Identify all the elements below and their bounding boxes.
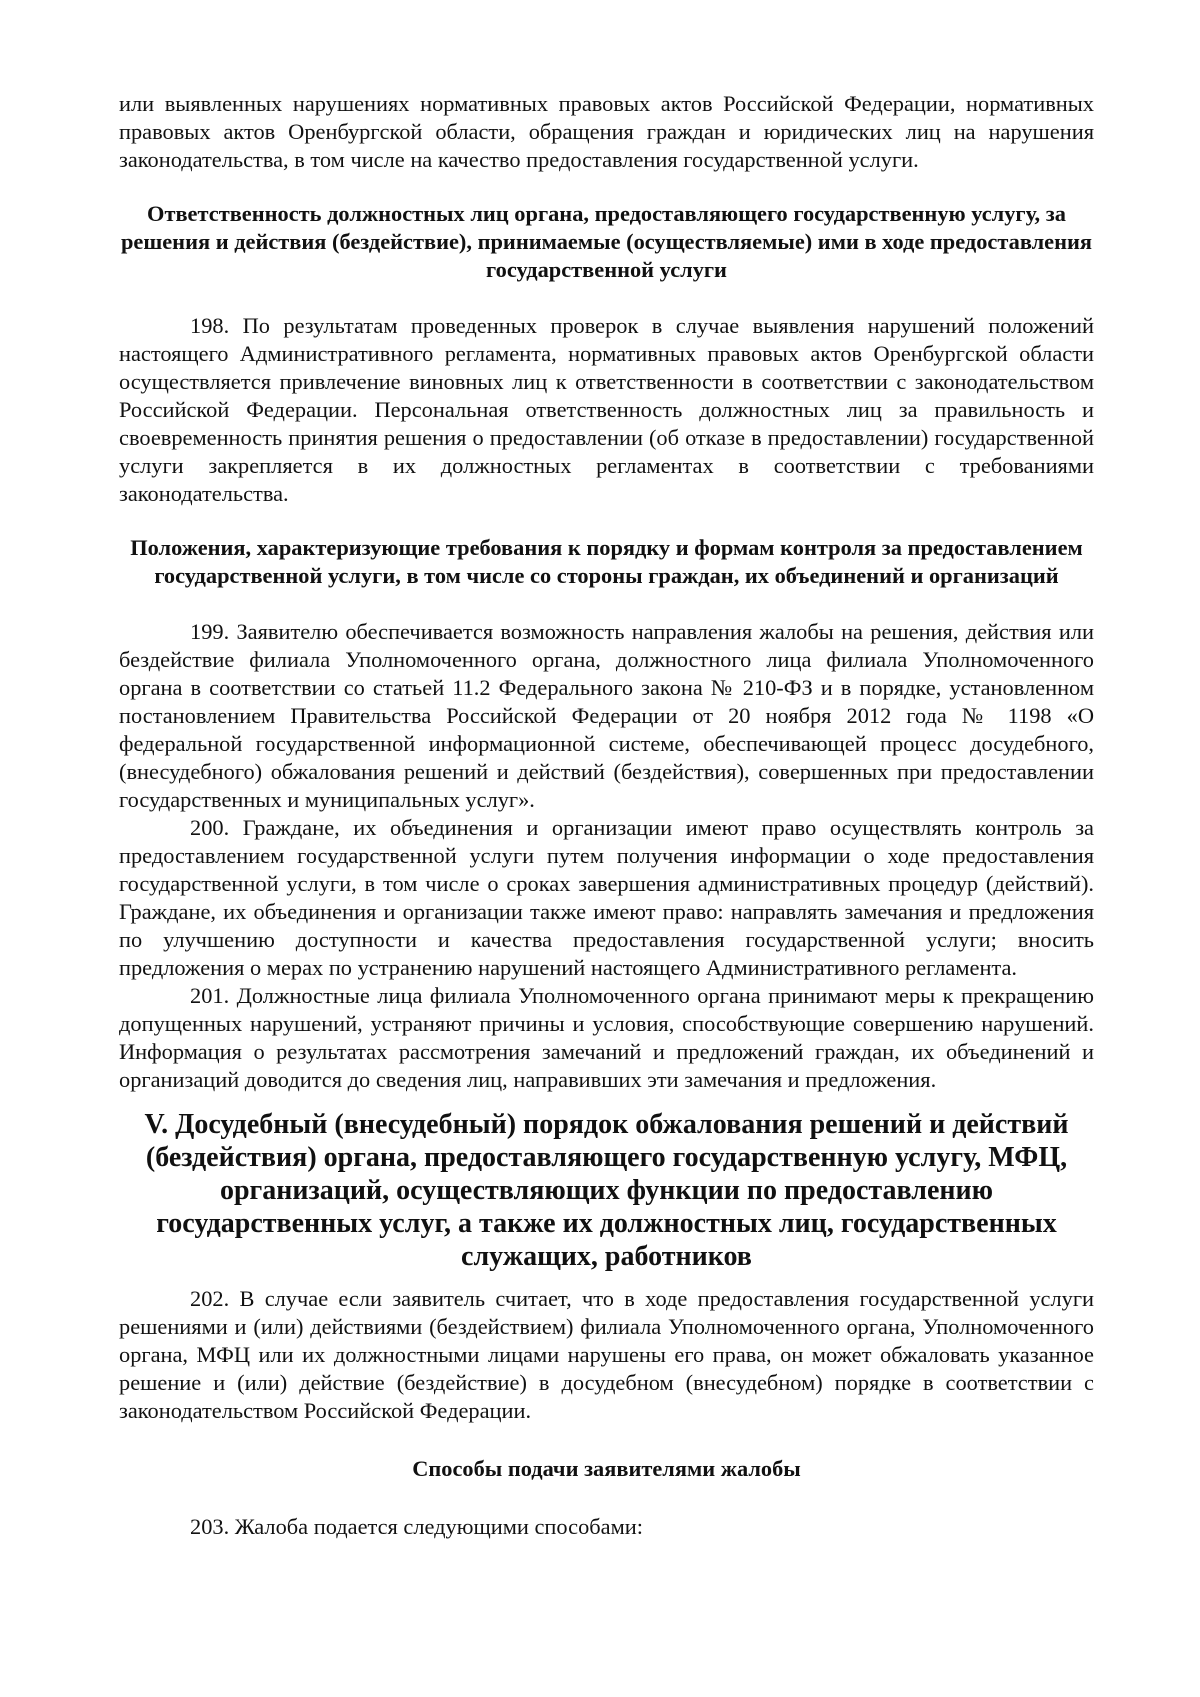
heading-control: Положения, характеризующие требования к порядку и формам контроля за предоставлением государственной услуги, в том числе со стороны граждан, их объединений и организаций — [130, 535, 1083, 588]
heading-complaint-methods: Способы подачи заявителями жалобы — [412, 1456, 801, 1481]
paragraph-203: 203. Жалоба подается следующими способами: — [190, 1514, 643, 1539]
heading-section-5: V. Досудебный (внесудебный) порядок обжалования решений и действий (бездействия) органа, предоставляющего государственную услугу, МФЦ, организаций, осуществляющих функции по предоставлению государственных услуг, а также их должностных лиц, государственных служащих, работников — [144, 1109, 1069, 1272]
spacer — [119, 1483, 1094, 1513]
heading-responsibility: Ответственность должностных лиц органа, предоставляющего государственную услугу, за решения и действия (бездействие), принимаемые (осуществляемые) ими в ходе предоставления государственной услуги — [120, 201, 1093, 282]
paragraph-intro: или выявленных нарушениях нормативных правовых актов Российской Федерации, нормативных правовых актов Оренбургской области, обращения граждан и юридических лиц на нарушения законодательства, в том числе на качество предоставления государственной услуги. — [119, 91, 1094, 172]
spacer — [119, 590, 1094, 618]
spacer — [119, 508, 1094, 534]
spacer — [119, 1273, 1094, 1285]
paragraph-201: 201. Должностные лица филиала Уполномоченного органа принимают меры к прекращению допущенных нарушений, устраняют причины и условия, способствующие совершению нарушений. Информация о результатах рассмотрения замечаний и предложений граждан, их объединений и организаций доводится до сведения лиц, направивших эти замечания и предложения. — [119, 983, 1094, 1092]
paragraph-199: 199. Заявителю обеспечивается возможность направления жалобы на решения, действия или бездействие филиала Уполномоченного органа, должностного лица филиала Уполномоченного органа в соответствии со статьей 11.2 Федерального закона № 210-ФЗ и в порядке, установленном постановлением Правительства Российской Федерации от 20 ноября 2012 года № 1198 «О федеральной государственной информационной системе, обеспечивающей процесс досудебного, (внесудебного) обжалования решений и действий (бездействия), совершенных при предоставлении государственных и муниципальных услуг». — [119, 619, 1094, 812]
spacer — [119, 174, 1094, 200]
spacer — [119, 284, 1094, 312]
paragraph-198: 198. По результатам проведенных проверок в случае выявления нарушений положений настоящего Административного регламента, нормативных правовых актов Оренбургской области осуществляется привлечение виновных лиц к ответственности в соответствии с законодательством Российской Федерации. Персональная ответственность должностных лиц за правильность и своевременность принятия решения о предоставлении (об отказе в предоставлении) государственной услуги закрепляется в их должностных регламентах в соответствии с требованиями законодательства. — [119, 313, 1094, 506]
paragraph-200: 200. Граждане, их объединения и организации имеют право осуществлять контроль за предоставлением государственной услуги путем получения информации о ходе предоставления государственной услуги, в том числе о сроках завершения административных процедур (действий). Граждане, их объединения и организации также имеют право: направлять замечания и предложения по улучшению доступности и качества предоставления государственной услуги; вносить предложения о мерах по устранению нарушений настоящего Административного регламента. — [119, 815, 1094, 980]
spacer — [119, 1425, 1094, 1455]
paragraph-202: 202. В случае если заявитель считает, что в ходе предоставления государственной услуги решениями и (или) действиями (бездействием) филиала Уполномоченного органа, Уполномоченного органа, МФЦ или их должностными лицами нарушены его права, он может обжаловать указанное решение и (или) действие (бездействие) в досудебном (внесудебном) порядке в соответствии с законодательством Российской Федерации. — [119, 1286, 1094, 1423]
spacer — [119, 1094, 1094, 1108]
